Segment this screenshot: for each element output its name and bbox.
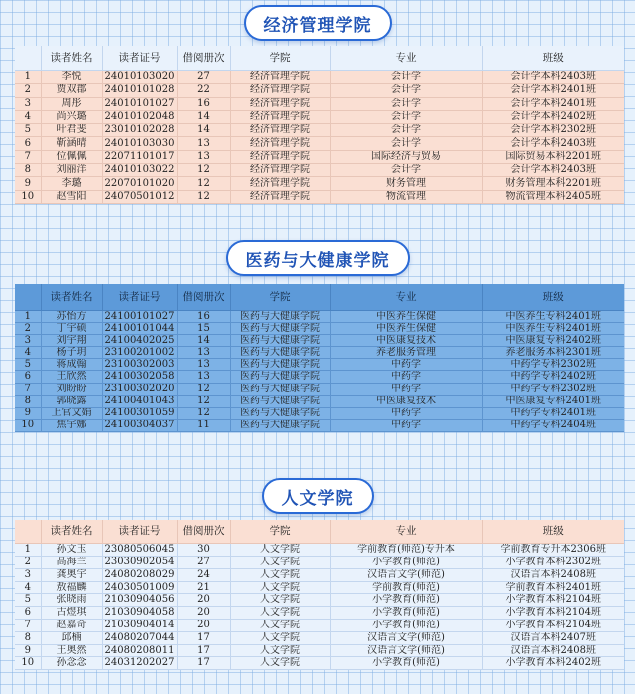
cell-major: 小学教育(师范) [330,556,482,569]
cell-rank: 7 [15,150,41,163]
cell-borrow-count: 16 [177,97,230,110]
cell-rank: 3 [15,335,41,347]
cell-major: 养老服务管理 [330,347,482,359]
cell-borrow-count: 14 [177,124,230,137]
cell-college: 经济管理学院 [230,124,330,137]
cell-rank: 3 [15,97,41,110]
cell-college: 经济管理学院 [230,150,330,163]
cell-major: 中药学 [330,359,482,371]
cell-class: 会计学本科2402班 [482,110,624,123]
cell-rank: 2 [15,323,41,335]
cell-rank: 3 [15,569,41,582]
cell-major: 中药学 [330,383,482,395]
cell-rank: 4 [15,581,41,594]
cell-class: 财务管理本科2201班 [482,177,624,190]
cell-class: 汉语言本科2408班 [482,644,624,657]
cell-class: 中医养生专科2401班 [482,323,624,335]
cell-college: 经济管理学院 [230,97,330,110]
cell-class: 养老服务本科2301班 [482,347,624,359]
cell-card-number: 24010103022 [102,164,177,177]
cell-card-number: 21030904056 [102,594,177,607]
cell-major: 会计学 [330,84,482,97]
cell-major: 中医养生保健 [330,311,482,323]
header-reader-name: 读者姓名 [41,284,102,311]
cell-card-number: 24080207044 [102,632,177,645]
table-header-row [15,284,624,311]
header-card-number: 读者证号 [102,284,177,311]
cell-college: 经济管理学院 [230,177,330,190]
cell-class: 会计学本科2401班 [482,97,624,110]
cell-reader-name: 上官文娟 [41,407,102,419]
cell-card-number: 24030501009 [102,581,177,594]
cell-college: 人文学院 [230,594,330,607]
cell-rank: 10 [15,657,41,670]
header-class: 班级 [482,520,624,544]
section-title-medicine: 医药与大健康学院 [226,240,410,276]
cell-card-number: 24010101028 [102,84,177,97]
cell-reader-name: 周彤 [41,97,102,110]
header-class: 班级 [482,46,624,71]
cell-class: 学前教育本科2401班 [482,581,624,594]
cell-reader-name: 高海兰 [41,556,102,569]
cell-reader-name: 孙文玉 [41,544,102,557]
header-reader-name: 读者姓名 [41,520,102,544]
cell-rank: 7 [15,619,41,632]
cell-reader-name: 张晓雨 [41,594,102,607]
cell-class: 中药学专科2401班 [482,407,624,419]
cell-rank: 10 [15,419,41,431]
cell-borrow-count: 12 [177,177,230,190]
cell-borrow-count: 14 [177,335,230,347]
ranking-table-economics [15,46,624,204]
cell-college: 人文学院 [230,606,330,619]
cell-college: 医药与大健康学院 [230,323,330,335]
cell-major: 学前教育(师范)专升本 [330,544,482,557]
cell-reader-name: 焦宇娜 [41,419,102,431]
header-class: 班级 [482,284,624,311]
cell-rank: 6 [15,371,41,383]
cell-reader-name: 叶君斐 [41,124,102,137]
cell-college: 人文学院 [230,556,330,569]
cell-card-number: 24080208029 [102,569,177,582]
table-row [15,632,624,645]
table-row [15,606,624,619]
cell-class: 中药学专科2302班 [482,359,624,371]
cell-card-number: 24080208011 [102,644,177,657]
cell-major: 会计学 [330,110,482,123]
table-row [15,335,624,347]
cell-reader-name: 丁宇硕 [41,323,102,335]
cell-class: 中医养生专科2401班 [482,311,624,323]
cell-rank: 4 [15,110,41,123]
header-card-number: 读者证号 [102,46,177,71]
cell-borrow-count: 17 [177,632,230,645]
table-row [15,619,624,632]
cell-major: 会计学 [330,137,482,150]
cell-borrow-count: 20 [177,594,230,607]
cell-college: 医药与大健康学院 [230,371,330,383]
cell-card-number: 23100201002 [102,347,177,359]
table-row [15,177,624,190]
cell-reader-name: 邱楠 [41,632,102,645]
table-row [15,395,624,407]
cell-card-number: 24010103030 [102,137,177,150]
cell-card-number: 21030904058 [102,606,177,619]
table-row [15,323,624,335]
cell-borrow-count: 27 [177,71,230,84]
cell-college: 人文学院 [230,544,330,557]
header-college: 学院 [230,46,330,71]
cell-rank: 1 [15,544,41,557]
cell-card-number: 23100302020 [102,383,177,395]
cell-class: 会计学本科2403班 [482,137,624,150]
cell-reader-name: 孙念念 [41,657,102,670]
table-row [15,137,624,150]
cell-major: 会计学 [330,97,482,110]
cell-borrow-count: 13 [177,359,230,371]
cell-class: 小学教育本科2104班 [482,594,624,607]
table-row [15,110,624,123]
cell-card-number: 24031202027 [102,657,177,670]
cell-borrow-count: 30 [177,544,230,557]
cell-card-number: 24100304037 [102,419,177,431]
cell-college: 人文学院 [230,632,330,645]
cell-borrow-count: 13 [177,347,230,359]
cell-rank: 8 [15,164,41,177]
table-row [15,347,624,359]
ranking-table-humanities [15,520,624,670]
header-rank [15,46,41,71]
cell-borrow-count: 12 [177,164,230,177]
cell-major: 中医康复技术 [330,335,482,347]
cell-class: 中药学专科2402班 [482,371,624,383]
table-row [15,84,624,97]
cell-borrow-count: 14 [177,110,230,123]
table-row [15,164,624,177]
cell-major: 汉语言文学(师范) [330,569,482,582]
cell-borrow-count: 13 [177,150,230,163]
cell-borrow-count: 24 [177,569,230,582]
table-header-row [15,520,624,544]
cell-card-number: 23010102028 [102,124,177,137]
cell-card-number: 21030904014 [102,619,177,632]
cell-rank: 10 [15,190,41,203]
header-college: 学院 [230,284,330,311]
cell-class: 中医康复专科2401班 [482,395,624,407]
cell-class: 汉语言本科2407班 [482,632,624,645]
section-title-economics: 经济管理学院 [244,5,392,41]
cell-major: 中医康复技术 [330,395,482,407]
cell-major: 会计学 [330,164,482,177]
cell-rank: 2 [15,84,41,97]
cell-card-number: 24100402025 [102,335,177,347]
cell-class: 物流管理本科2405班 [482,190,624,203]
cell-card-number: 24010103020 [102,71,177,84]
cell-major: 中药学 [330,419,482,431]
cell-college: 经济管理学院 [230,84,330,97]
cell-college: 人文学院 [230,644,330,657]
table-row [15,71,624,84]
table-row [15,594,624,607]
header-borrow-count: 借阅册次 [177,46,230,71]
cell-reader-name: 赵雪阳 [41,190,102,203]
cell-major: 会计学 [330,124,482,137]
cell-college: 人文学院 [230,657,330,670]
cell-borrow-count: 17 [177,644,230,657]
cell-borrow-count: 20 [177,606,230,619]
cell-major: 学前教育(师范) [330,581,482,594]
table-row [15,190,624,203]
header-major: 专业 [330,46,482,71]
cell-class: 小学教育本科2402班 [482,657,624,670]
cell-card-number: 24100101027 [102,311,177,323]
cell-reader-name: 苏怡方 [41,311,102,323]
cell-card-number: 24100101044 [102,323,177,335]
cell-rank: 6 [15,137,41,150]
cell-major: 国际经济与贸易 [330,150,482,163]
cell-college: 经济管理学院 [230,164,330,177]
cell-borrow-count: 21 [177,581,230,594]
cell-major: 汉语言文学(师范) [330,632,482,645]
cell-class: 中药学专科2404班 [482,419,624,431]
header-borrow-count: 借阅册次 [177,284,230,311]
header-rank [15,284,41,311]
cell-rank: 9 [15,644,41,657]
table-row [15,383,624,395]
header-major: 专业 [330,520,482,544]
cell-class: 会计学本科2302班 [482,124,624,137]
cell-reader-name: 古煜琪 [41,606,102,619]
cell-borrow-count: 12 [177,395,230,407]
table-header-row [15,46,624,71]
cell-rank: 7 [15,383,41,395]
table-row [15,581,624,594]
header-rank [15,520,41,544]
table-row [15,359,624,371]
table-row [15,150,624,163]
cell-college: 医药与大健康学院 [230,335,330,347]
cell-major: 小学教育(师范) [330,606,482,619]
cell-reader-name: 靳涵晴 [41,137,102,150]
cell-reader-name: 尚兴璐 [41,110,102,123]
cell-card-number: 22071101017 [102,150,177,163]
cell-card-number: 24100301059 [102,407,177,419]
cell-reader-name: 王欣然 [41,371,102,383]
cell-reader-name: 贾双郡 [41,84,102,97]
cell-reader-name: 杨子玥 [41,347,102,359]
cell-rank: 5 [15,359,41,371]
cell-major: 财务管理 [330,177,482,190]
cell-college: 医药与大健康学院 [230,395,330,407]
cell-reader-name: 位佩佩 [41,150,102,163]
cell-card-number: 24100302058 [102,371,177,383]
cell-class: 汉语言本科2408班 [482,569,624,582]
cell-reader-name: 龚奥宇 [41,569,102,582]
cell-rank: 8 [15,395,41,407]
cell-reader-name: 王奥然 [41,644,102,657]
section-title-humanities: 人文学院 [262,478,374,514]
cell-reader-name: 赵嘉奇 [41,619,102,632]
cell-rank: 4 [15,347,41,359]
cell-borrow-count: 27 [177,556,230,569]
table-row [15,556,624,569]
cell-college: 医药与大健康学院 [230,347,330,359]
cell-rank: 1 [15,71,41,84]
cell-card-number: 23030902054 [102,556,177,569]
cell-reader-name: 敖福麟 [41,581,102,594]
cell-rank: 9 [15,177,41,190]
cell-major: 小学教育(师范) [330,594,482,607]
table-row [15,371,624,383]
table-row [15,124,624,137]
cell-borrow-count: 17 [177,657,230,670]
table-row [15,644,624,657]
cell-class: 小学教育本科2302班 [482,556,624,569]
cell-major: 会计学 [330,71,482,84]
cell-class: 会计学本科2403班 [482,164,624,177]
cell-major: 中医养生保健 [330,323,482,335]
table-row [15,419,624,431]
cell-borrow-count: 20 [177,619,230,632]
cell-college: 医药与大健康学院 [230,311,330,323]
cell-borrow-count: 12 [177,190,230,203]
cell-card-number: 23100302003 [102,359,177,371]
cell-rank: 9 [15,407,41,419]
cell-rank: 2 [15,556,41,569]
cell-college: 医药与大健康学院 [230,359,330,371]
cell-major: 小学教育(师范) [330,619,482,632]
cell-card-number: 24010101027 [102,97,177,110]
cell-card-number: 24100401043 [102,395,177,407]
header-reader-name: 读者姓名 [41,46,102,71]
header-major: 专业 [330,284,482,311]
header-college: 学院 [230,520,330,544]
cell-borrow-count: 13 [177,137,230,150]
table-row [15,569,624,582]
cell-college: 经济管理学院 [230,71,330,84]
cell-borrow-count: 12 [177,407,230,419]
cell-college: 人文学院 [230,569,330,582]
cell-borrow-count: 12 [177,383,230,395]
cell-borrow-count: 15 [177,323,230,335]
cell-reader-name: 刘盼盼 [41,383,102,395]
cell-reader-name: 李璐 [41,177,102,190]
cell-rank: 6 [15,606,41,619]
cell-major: 中药学 [330,371,482,383]
table-row [15,544,624,557]
table-row [15,97,624,110]
cell-card-number: 24070501012 [102,190,177,203]
cell-college: 经济管理学院 [230,190,330,203]
cell-class: 会计学本科2403班 [482,71,624,84]
cell-rank: 1 [15,311,41,323]
header-borrow-count: 借阅册次 [177,520,230,544]
cell-college: 医药与大健康学院 [230,407,330,419]
cell-class: 中医康复专科2402班 [482,335,624,347]
table-row [15,657,624,670]
cell-borrow-count: 22 [177,84,230,97]
cell-major: 汉语言文学(师范) [330,644,482,657]
cell-reader-name: 刘宇翔 [41,335,102,347]
cell-major: 物流管理 [330,190,482,203]
cell-college: 人文学院 [230,581,330,594]
cell-reader-name: 刘丽洋 [41,164,102,177]
cell-college: 医药与大健康学院 [230,419,330,431]
cell-reader-name: 李悦 [41,71,102,84]
cell-major: 中药学 [330,407,482,419]
cell-major: 小学教育(师范) [330,657,482,670]
table-row [15,311,624,323]
cell-card-number: 22070101020 [102,177,177,190]
cell-borrow-count: 16 [177,311,230,323]
table-row [15,407,624,419]
cell-class: 中药学专科2302班 [482,383,624,395]
cell-rank: 5 [15,594,41,607]
cell-class: 小学教育本科2104班 [482,619,624,632]
cell-college: 经济管理学院 [230,110,330,123]
cell-college: 人文学院 [230,619,330,632]
cell-class: 会计学本科2401班 [482,84,624,97]
cell-borrow-count: 13 [177,371,230,383]
cell-reader-name: 蒋成翰 [41,359,102,371]
cell-college: 经济管理学院 [230,137,330,150]
cell-class: 国际贸易本科2201班 [482,150,624,163]
cell-card-number: 24010102048 [102,110,177,123]
ranking-table-medicine [15,284,624,432]
cell-class: 小学教育本科2104班 [482,606,624,619]
cell-class: 学前教育专升本2306班 [482,544,624,557]
cell-college: 医药与大健康学院 [230,383,330,395]
cell-borrow-count: 11 [177,419,230,431]
cell-reader-name: 郭晓露 [41,395,102,407]
cell-rank: 5 [15,124,41,137]
cell-card-number: 23080506045 [102,544,177,557]
header-card-number: 读者证号 [102,520,177,544]
cell-rank: 8 [15,632,41,645]
